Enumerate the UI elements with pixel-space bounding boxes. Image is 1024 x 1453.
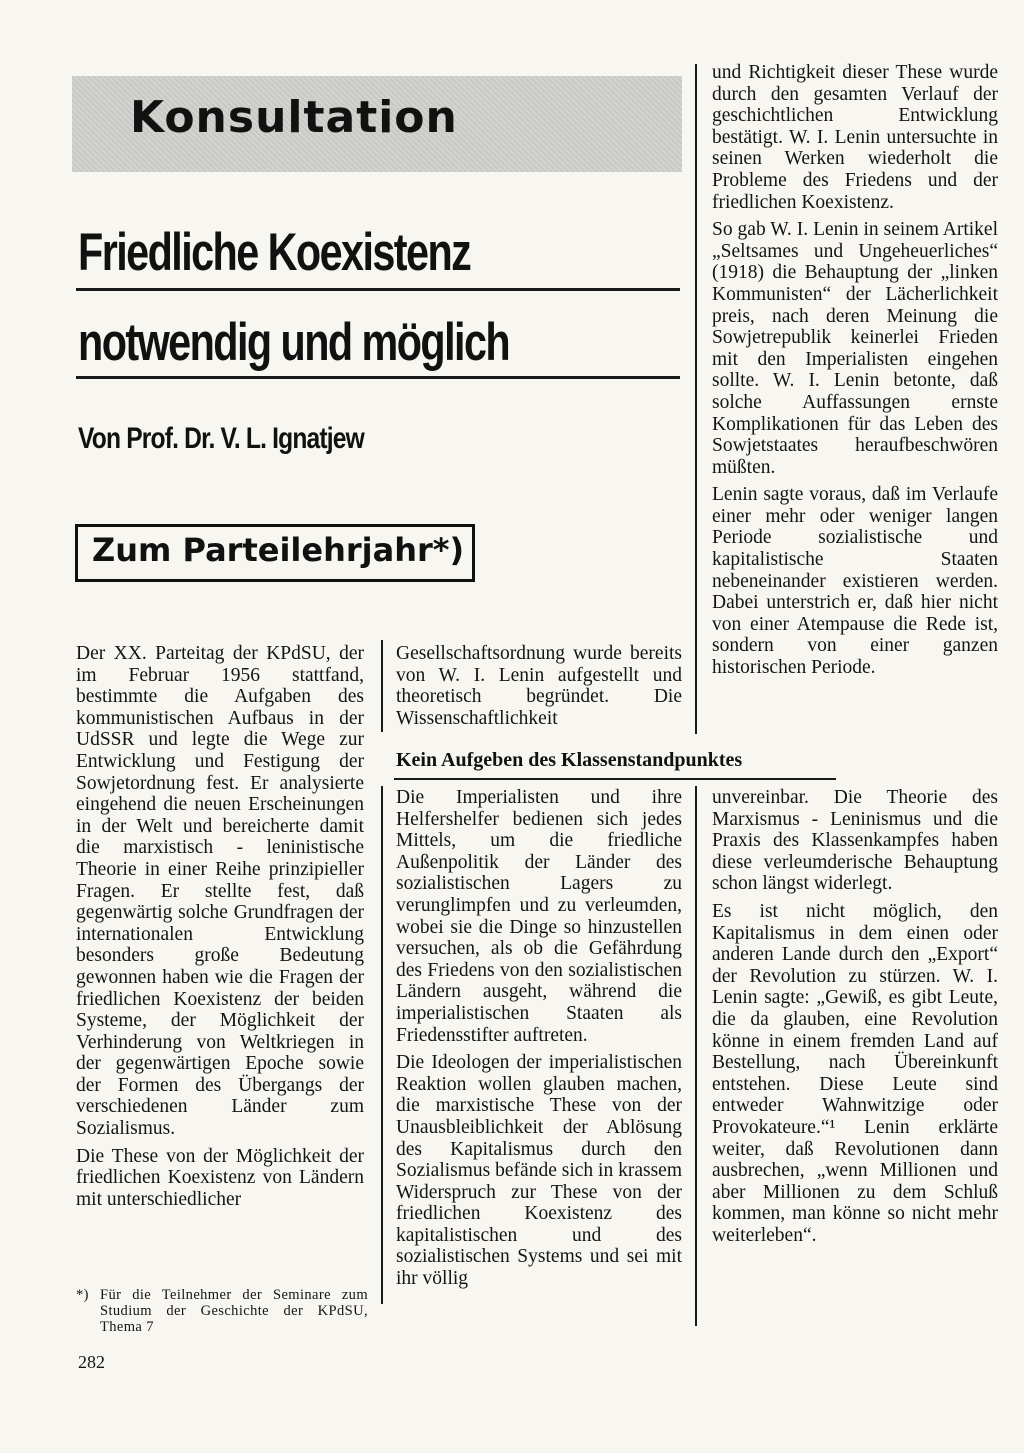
column-rule-right-bottom: [695, 786, 697, 1326]
series-box: [75, 524, 475, 582]
footnote-marker: *): [76, 1287, 89, 1303]
article-column-right-top: [712, 62, 998, 679]
paragraph: Gesellschaftsordnung wurde bereits von W. I. Lenin aufgestellt und theoretisch begründet. Die Wissenschaftlichkeit: [396, 643, 682, 729]
paragraph: Die Imperialisten und ihre Helfershelfer bedienen sich jedes Mittels, um die friedliche Außenpolitik der Länder des sozialistischen Lagers zu verunglimpfen und zu verleumden, wobei sie die Dinge so hinzustellen versuchen, als ob die Gefährdung des Friedens von den sozialistischen Ländern ausgeht, während die imperialistischen Staaten als Friedensstifter auftreten.: [396, 787, 682, 1046]
article-column-left: [76, 643, 364, 1210]
paragraph: Lenin sagte voraus, daß im Verlaufe einer mehr oder weniger langen Periode sozialistische und kapitalistische Staaten nebeneinander existieren werden. Dabei unterstrich er, daß hier nicht von einer Atempause die Rede ist, sondern von einer ganzen historischen Periode.: [712, 484, 998, 679]
author-byline: Von Prof. Dr. V. L. Ignatjew: [78, 422, 364, 455]
paragraph: Die Ideologen der imperialistischen Reaktion wollen glauben machen, die marxistische These von der Unausbleiblichkeit der Ablösung des Kapitalismus durch den Sozialismus befände sich in krassem Widerspruch zur These von der friedlichen Koexistenz des kapitalistischen und des sozialistischen Systems und sei mit ihr völlig: [396, 1052, 682, 1290]
paragraph: Der XX. Parteitag der KPdSU, der im Februar 1956 stattfand, bestimmte die Aufgaben des kommunistischen Aufbaus in der UdSSR und legte die Wege zur Entwicklung und Festigung der Sowjetordnung fest. Er analysierte eingehend die neuen Erscheinungen in der Welt und bereicherte damit die marxistisch - leninistische Theorie in einer Reihe prinzipieller Fragen. Er stellte fest, daß gegenwärtig solche Grundfragen der internationalen Entwicklung besonders große Bedeutung gewonnen haben wie die Fragen der friedlichen Koexistenz der beiden Systeme, der Möglichkeit der Verhinderung von Weltkriegen in der gegenwärtigen Epoche sowie der Formen des Übergangs der verschiedenen Länder zum Sozialismus.: [76, 643, 364, 1140]
kicker-label: Konsultation: [130, 92, 458, 143]
page-number: 282: [78, 1352, 105, 1372]
article-column-middle-top: [396, 643, 682, 729]
kicker-banner: [72, 76, 682, 172]
paragraph: Die These von der Möglichkeit der friedlichen Koexistenz von Ländern mit unterschiedlicher: [76, 1145, 364, 1210]
footnote-text: Für die Teilnehmer der Seminare zum Studium der Geschichte der KPdSU, Thema 7: [100, 1287, 368, 1335]
headline-rule-2: [76, 376, 680, 379]
footnote: [76, 1287, 368, 1335]
paragraph: Es ist nicht möglich, den Kapitalismus in dem einen oder anderen Lande durch den „Export“ der Revolution zu stürzen. W. I. Lenin sagte: „Gewiß, es gibt Leute, die da glauben, eine Revolution könne in einem fremden Land auf Bestellung, nach Übereinkunft entstehen. Diese Leute sind entweder Wahnwitzige oder Provokateure.“¹ Lenin erklärte weiter, daß Revolutionen dann ausbrechen, „wenn Millionen und aber Millionen zu dem Schluß kommen, man könne so nicht mehr weiterleben“.: [712, 900, 998, 1246]
headline-line-2: notwendig und möglich: [78, 313, 510, 372]
paragraph: und Richtigkeit dieser These wurde durch den gesamten Verlauf der geschichtlichen Entwicklung bestätigt. W. I. Lenin untersuchte in seinen Werken wiederholt die Probleme des Friedens und der friedlichen Koexistenz.: [712, 62, 998, 213]
headline-rule-1: [76, 288, 680, 291]
column-rule-left-top: [381, 640, 383, 732]
article-column-right-bottom: [712, 787, 998, 1246]
headline-line-1: Friedliche Koexistenz: [78, 223, 471, 282]
series-box-label: Zum Parteilehrjahr*): [92, 531, 465, 569]
paragraph: So gab W. I. Lenin in seinem Artikel „Seltsames und Ungeheuerliches“ (1918) die Behauptung der „linken Kommunisten“ der Lächerlichkeit preis, nach deren Meinung die Sowjetrepublik keinerlei Frieden mit den Imperialisten eingehen sollte. W. I. Lenin betonte, daß solche Auffassungen ernste Komplikationen für das Leben des Sowjetstaates heraufbeschwören müßten.: [712, 219, 998, 478]
subheading-rule: [394, 778, 836, 780]
column-rule-right-top: [695, 64, 697, 734]
paragraph: unvereinbar. Die Theorie des Marxismus - Leninismus und die Praxis des Klassenkampfes haben diese verleumderische Behauptung schon längst widerlegt.: [712, 787, 998, 895]
article-column-middle-bottom: [396, 787, 682, 1290]
section-subheading: Kein Aufgeben des Klassenstandpunktes: [396, 749, 743, 771]
column-rule-left-bottom: [381, 786, 383, 1304]
